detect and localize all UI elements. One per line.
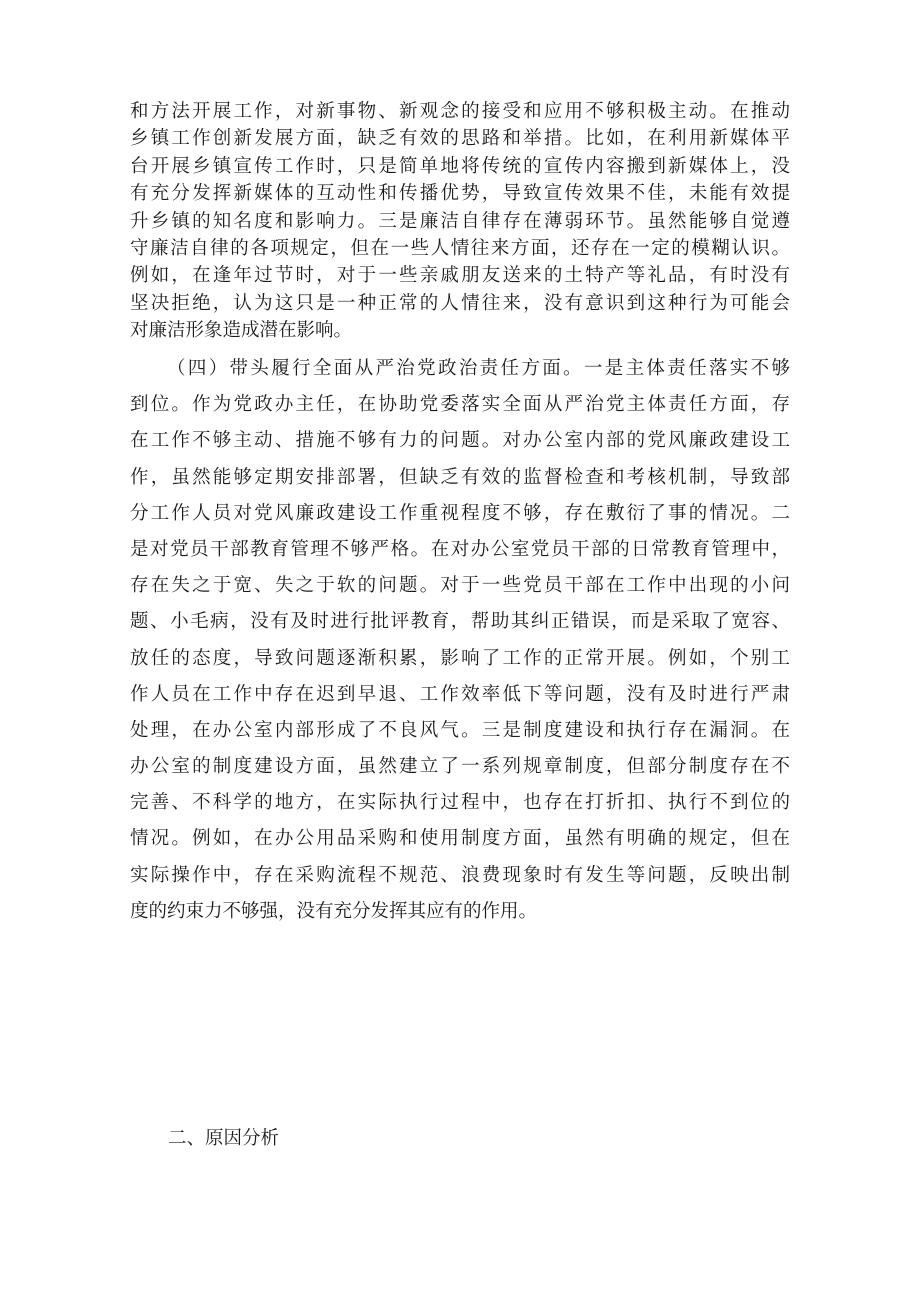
paragraph-line: （四）带头履行全面从严治党政治责任方面。一是主体责任落实不够 — [167, 358, 790, 379]
paragraph-line: 乡镇工作创新发展方面，缺乏有效的思路和举措。比如，在利用新媒体平 — [130, 128, 790, 150]
paragraph-line: 到位。作为党政办主任，在协助党委落实全面从严治党主体责任方面，存 — [130, 394, 790, 416]
paragraph-continuation — [130, 98, 790, 345]
paragraph-line: 在工作不够主动、措施不够有力的问题。对办公室内部的党风廉政建设工 — [130, 430, 790, 452]
paragraph-line: 作，虽然能够定期安排部署，但缺乏有效的监督检查和考核机制，导致部 — [130, 466, 790, 488]
paragraph-section-four — [130, 351, 790, 930]
paragraph-line: 台开展乡镇宣传工作时，只是简单地将传统的宣传内容搬到新媒体上，没 — [130, 155, 790, 177]
paragraph-line: 情况。例如，在办公用品采购和使用制度方面，虽然有明确的规定，但在 — [130, 828, 790, 850]
paragraph-line: 完善、不科学的地方，在实际执行过程中，也存在打折扣、执行不到位的 — [130, 792, 790, 814]
paragraph-line: 实际操作中，存在采购流程不规范、浪费现象时有发生等问题，反映出制 — [130, 864, 790, 886]
paragraph-line: 例如，在逢年过节时，对于一些亲戚朋友送来的土特产等礼品，有时没有 — [130, 265, 790, 287]
paragraph-line: 和方法开展工作，对新事物、新观念的接受和应用不够积极主动。在推动 — [130, 101, 790, 122]
paragraph-line: 放任的态度，导致问题逐渐积累，影响了工作的正常开展。例如，个别工 — [130, 647, 790, 669]
paragraph-line: 办公室的制度建设方面，虽然建立了一系列规章制度，但部分制度存在不 — [130, 756, 790, 778]
paragraph-line: 坚决拒绝，认为这只是一种正常的人情往来，没有意识到这种行为可能会 — [130, 292, 790, 314]
paragraph-line: 守廉洁自律的各项规定，但在一些人情往来方面，还存在一定的模糊认识。 — [130, 237, 790, 259]
paragraph-line: 分工作人员对党风廉政建设工作重视程度不够，存在敷衍了事的情况。二 — [130, 502, 790, 524]
paragraph-line: 度的约束力不够强，没有充分发挥其应有的作用。 — [130, 900, 538, 922]
paragraph-line: 题、小毛病，没有及时进行批评教育，帮助其纠正错误，而是采取了宽容、 — [130, 611, 790, 633]
paragraph-line: 作人员在工作中存在迟到早退、工作效率低下等问题，没有及时进行严肃 — [130, 683, 790, 705]
paragraph-line: 处理，在办公室内部形成了不良风气。三是制度建设和执行存在漏洞。在 — [130, 719, 790, 741]
paragraph-line: 是对党员干部教育管理不够严格。在对办公室党员干部的日常教育管理中， — [130, 538, 790, 560]
section-heading: 二、原因分析 — [168, 1128, 280, 1149]
paragraph-line: 有充分发挥新媒体的互动性和传播优势，导致宣传效果不佳，未能有效提 — [130, 183, 790, 205]
paragraph-line: 存在失之于宽、失之于软的问题。对于一些党员干部在工作中出现的小问 — [130, 575, 790, 597]
paragraph-line: 升乡镇的知名度和影响力。三是廉洁自律存在薄弱环节。虽然能够自觉遵 — [130, 210, 790, 232]
paragraph-line: 对廉洁形象造成潜在影响。 — [130, 320, 353, 342]
